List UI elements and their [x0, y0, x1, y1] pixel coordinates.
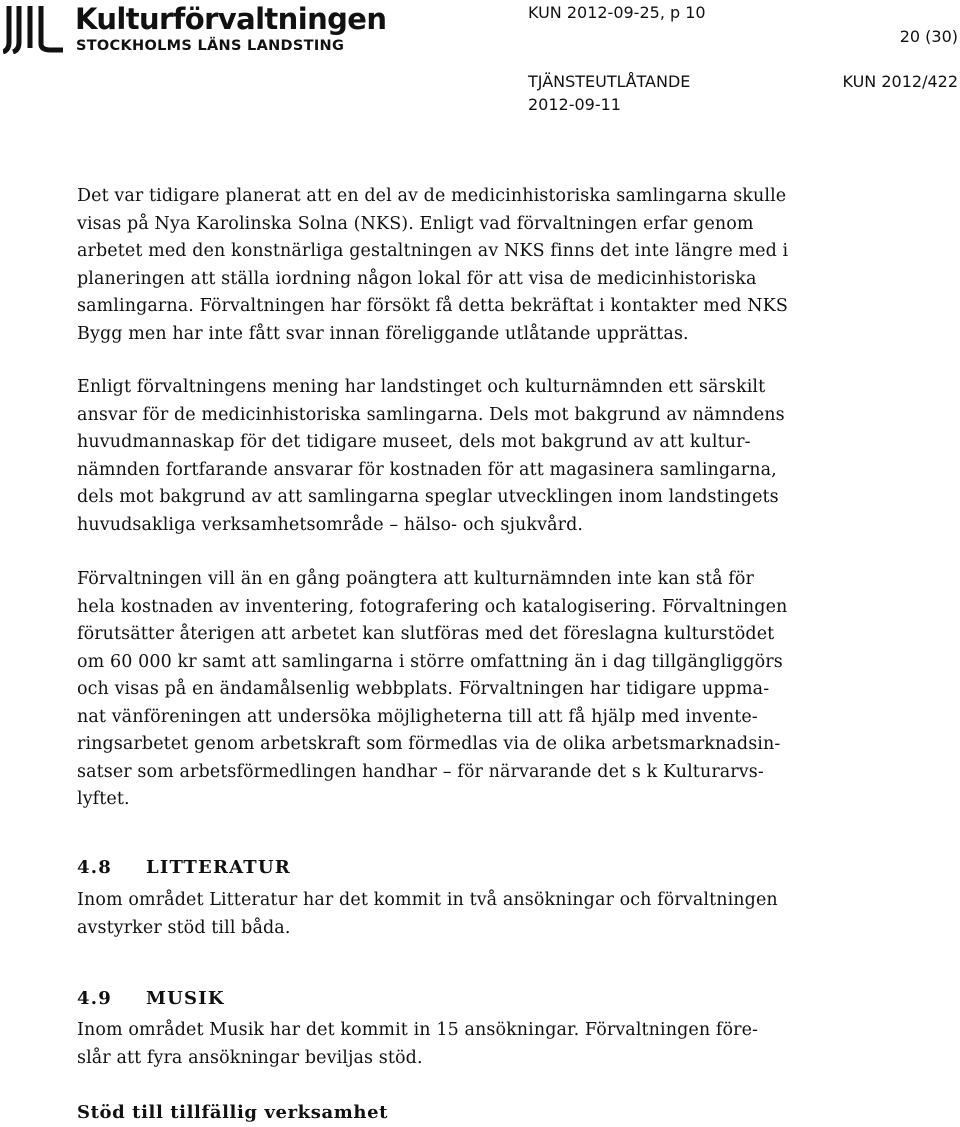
text-line: huvudmannaskap för det tidigare museet, dels mot bakgrund av att kultur- [77, 432, 751, 452]
text-line: slår att fyra ansökningar beviljas stöd. [77, 1047, 423, 1068]
page-number: 20 (30) [899, 27, 958, 46]
text-line: Bygg men har inte fått svar innan föreliggande utlåtande upprättas. [77, 323, 689, 344]
text-line: Enligt förvaltningens mening har landstinget och kulturnämnden ett särskilt [77, 377, 766, 397]
text-line: planeringen att ställa iordning någon lokal för att visa de medicinhistoriska [77, 268, 757, 289]
section-title: MUSIK [146, 988, 225, 1009]
text-line: lyftet. [77, 789, 130, 809]
subheading-temporary-activity: Stöd till tillfällig verksamhet [77, 1102, 389, 1123]
text-line: arbetet med den konstnärliga gestaltningen av NKS finns det inte längre med i [77, 241, 789, 261]
text-line: om 60 000 kr samt att samlingarna i större omfattning än i dag tillgängliggörs [77, 651, 783, 672]
document-type: TJÄNSTEUTLÅTANDE [528, 72, 691, 91]
paragraph-inventory-costs [77, 566, 837, 814]
text-line: Det var tidigare planerat att en del av de medicinhistoriska samlingarna skulle [77, 186, 787, 206]
section-heading-musik [77, 987, 225, 1011]
text-line: nämnden fortfarande ansvarar för kostnaden för att magasinera samlingarna, [77, 459, 777, 480]
org-subtitle: STOCKHOLMS LÄNS LANDSTING [76, 38, 345, 54]
text-line: hela kostnaden av inventering, fotografering och katalogisering. Förvaltningen [77, 596, 788, 617]
text-line: dels mot bakgrund av att samlingarna speglar utvecklingen inom landstingets [77, 487, 779, 507]
text-line: Inom området Litteratur har det kommit in två ansökningar och förvaltningen [77, 890, 778, 910]
paragraph-nks-collections [77, 183, 837, 348]
document-date: 2012-09-11 [528, 95, 621, 114]
text-line: och visas på en ändamålsenlig webbplats. Förvaltningen har tidigare uppma- [77, 679, 770, 699]
paragraph-responsibility [77, 374, 837, 539]
section-number: 4.9 [77, 988, 112, 1009]
text-line: Inom området Musik har det kommit in 15 ansökningar. Förvaltningen före- [77, 1020, 759, 1040]
section-number: 4.8 [77, 857, 112, 878]
section-title: LITTERATUR [146, 857, 291, 878]
kulturforvaltningen-logo-icon [3, 2, 65, 54]
org-logo [3, 2, 387, 54]
text-line: visas på Nya Karolinska Solna (NKS). Enligt vad förvaltningen erfar genom [77, 213, 754, 234]
text-line: huvudsakliga verksamhetsområde – hälso- och sjukvård. [77, 514, 584, 535]
paragraph-musik [77, 1017, 837, 1072]
meeting-reference: KUN 2012-09-25, p 10 [528, 3, 706, 22]
paragraph-litteratur [77, 887, 837, 942]
text-line: Förvaltningen vill än en gång poängtera att kulturnämnden inte kan stå för [77, 569, 754, 589]
text-line: samlingarna. Förvaltningen har försökt få detta bekräftat i kontakter med NKS [77, 296, 788, 316]
text-line: förutsätter återigen att arbetet kan slutföras med det föreslagna kulturstödet [77, 624, 775, 644]
text-line: ansvar för de medicinhistoriska samlingarna. Dels mot bakgrund av nämndens [77, 404, 785, 425]
text-line: nat vänföreningen att undersöka möjligheterna till att få hjälp med invente- [77, 706, 758, 727]
text-line: ringsarbetet genom arbetskraft som förmedlas via de olika arbetsmarknadsin- [77, 734, 781, 754]
diary-number: KUN 2012/422 [842, 72, 958, 91]
text-line: avstyrker stöd till båda. [77, 917, 291, 938]
text-line: satser som arbetsförmedlingen handhar – för närvarande det s k Kulturarvs- [77, 761, 764, 782]
org-name: Kulturförvaltningen [75, 2, 387, 36]
section-heading-litteratur [77, 856, 291, 880]
